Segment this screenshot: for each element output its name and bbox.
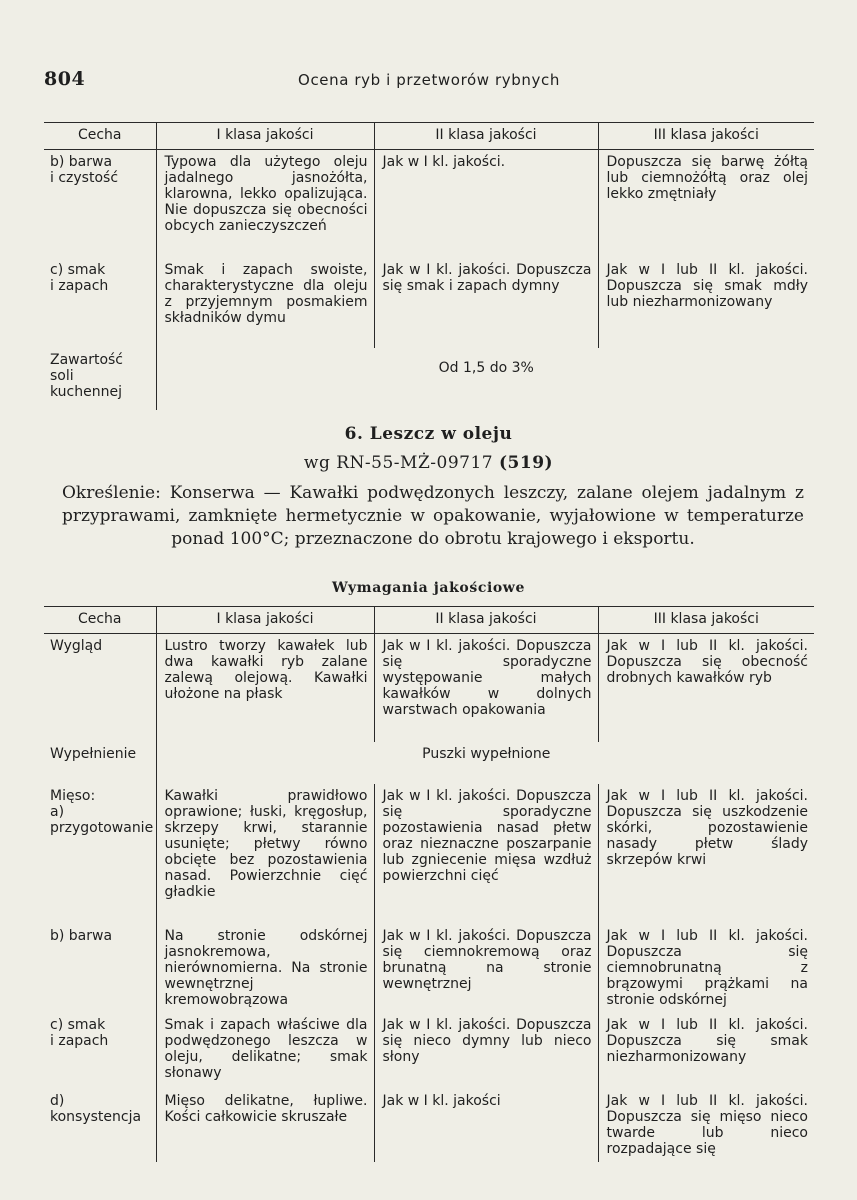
norm-code: (519)	[499, 453, 554, 473]
table-row	[44, 1089, 814, 1162]
table-row	[44, 742, 814, 784]
column-header-class-1: I klasa jakości	[156, 123, 374, 150]
column-header-feature: Cecha	[44, 607, 156, 634]
page-header	[44, 68, 814, 98]
class-1-cell: Smak i zapach właściwe dla podwędzonego leszcza w oleju, delikatne; smak słonawy	[156, 1013, 374, 1089]
feature-cell: Wygląd	[50, 638, 103, 654]
column-header-class-3: III klasa jakości	[598, 123, 814, 150]
class-1-cell: Typowa dla użytego oleju jadalnego jasnożółta, klarowna, lekko opalizująca. Nie dopuszcza się obecności obcych zanieczyszczeń	[156, 150, 374, 258]
class-3-cell: Dopuszcza się barwę żółtą lub ciemnożółtą oraz olej lekko zmętniały	[598, 150, 814, 258]
class-3-cell: Jak w I lub II kl. jakości. Dopuszcza się ciemnobrunatną z brązowymi prążkami na stronie odskórnej	[598, 924, 814, 1013]
spanning-value-cell: Od 1,5 do 3%	[156, 348, 814, 410]
column-header-class-3: III klasa jakości	[598, 607, 814, 634]
feature-cell: Zawartość soli kuchennej	[50, 351, 124, 400]
class-1-cell: Na stronie odskórnej jasnokremowa, nierównomierna. Na stronie wewnętrznej kremowobrązowa	[156, 924, 374, 1013]
quality-table	[44, 606, 814, 1162]
quality-table-continued	[44, 122, 814, 410]
table-row	[44, 348, 814, 410]
page-number: 804	[44, 68, 86, 90]
feature-cell: Wypełnienie	[50, 745, 137, 762]
norm-reference: wg RN-55-MŻ-09717	[303, 453, 494, 473]
feature-cell: c) smak i zapach	[50, 1016, 109, 1049]
product-definition: Określenie: Konserwa — Kawałki podwędzonych leszczy, zalane olejem jadalnym z przyprawami, zamknięte hermetycznie w opakowanie, wyjałowione w temperaturze ponad 100°C; przeznaczone do obrotu krajowego i eksportu.	[62, 483, 804, 549]
feature-cell: d) konsystencja	[50, 1092, 142, 1125]
feature-cell: b) barwa i czystość	[50, 154, 119, 186]
class-2-cell: Jak w I kl. jakości	[374, 1089, 598, 1162]
table-header-row	[44, 607, 814, 634]
class-2-cell: Jak w I kl. jakości. Dopuszcza się nieco dymny lub nieco słony	[374, 1013, 598, 1089]
column-header-class-2: II klasa jakości	[374, 607, 598, 634]
class-3-cell: Jak w I lub II kl. jakości. Dopuszcza się obecność drobnych kawałków ryb	[598, 634, 814, 742]
class-2-cell: Jak w I kl. jakości. Dopuszcza się ciemnokremową oraz brunatną na stronie wewnętrznej	[374, 924, 598, 1013]
class-1-cell: Lustro tworzy kawałek lub dwa kawałki ryb zalane zalewą olejową. Kawałki ułożone na płask	[156, 634, 374, 742]
table-row	[44, 634, 814, 742]
feature-cell: b) barwa	[50, 927, 113, 944]
running-title: Ocena ryb i przetworów rybnych	[298, 71, 560, 89]
requirements-title: Wymagania jakościowe	[332, 580, 525, 596]
table-row	[44, 1013, 814, 1089]
class-3-cell: Jak w I lub II kl. jakości. Dopuszcza się smak niezharmonizowany	[598, 1013, 814, 1089]
column-header-class-1: I klasa jakości	[156, 607, 374, 634]
class-2-cell: Jak w I kl. jakości.	[374, 150, 598, 258]
class-3-cell: Jak w I lub II kl. jakości. Dopuszcza się uszkodzenie skórki, pozostawienie nasady płetw ślady skrzepów krwi	[598, 784, 814, 924]
feature-cell: c) smak i zapach	[50, 261, 109, 294]
table-row	[44, 258, 814, 348]
class-1-cell: Mięso delikatne, łupliwe. Kości całkowicie skruszałe	[156, 1089, 374, 1162]
feature-cell: Mięso: a) przygotowanie	[50, 787, 154, 836]
section-title: 6. Leszcz w oleju	[344, 424, 513, 444]
table-row	[44, 784, 814, 924]
section-norm	[0, 453, 857, 473]
class-2-cell: Jak w I kl. jakości. Dopuszcza się smak i zapach dymny	[374, 258, 598, 348]
class-1-cell: Smak i zapach swoiste, charakterystyczne dla oleju z przyjemnym posmakiem składników dymu	[156, 258, 374, 348]
class-1-cell: Kawałki prawidłowo oprawione; łuski, kręgosłup, skrzepy krwi, starannie usunięte; płetwy równo obcięte bez pozostawienia nasad. Powierzchnie cięć gładkie	[156, 784, 374, 924]
class-2-cell: Jak w I kl. jakości. Dopuszcza się sporadyczne występowanie małych kawałków w dolnych warstwach opakowania	[374, 634, 598, 742]
column-header-feature: Cecha	[44, 123, 156, 150]
class-2-cell: Jak w I kl. jakości. Dopuszcza się sporadyczne pozostawienia nasad płetw oraz nieznaczne poszarpanie lub zgniecenie mięsa wzdłuż powierzchni cięć	[374, 784, 598, 924]
table-row	[44, 924, 814, 1013]
table-header-row	[44, 123, 814, 150]
column-header-class-2: II klasa jakości	[374, 123, 598, 150]
class-3-cell: Jak w I lub II kl. jakości. Dopuszcza się smak mdły lub niezharmonizowany	[598, 258, 814, 348]
class-3-cell: Jak w I lub II kl. jakości. Dopuszcza się mięso nieco twarde lub nieco rozpadające się	[598, 1089, 814, 1162]
table-row	[44, 150, 814, 258]
spanning-value-cell: Puszki wypełnione	[156, 742, 814, 784]
